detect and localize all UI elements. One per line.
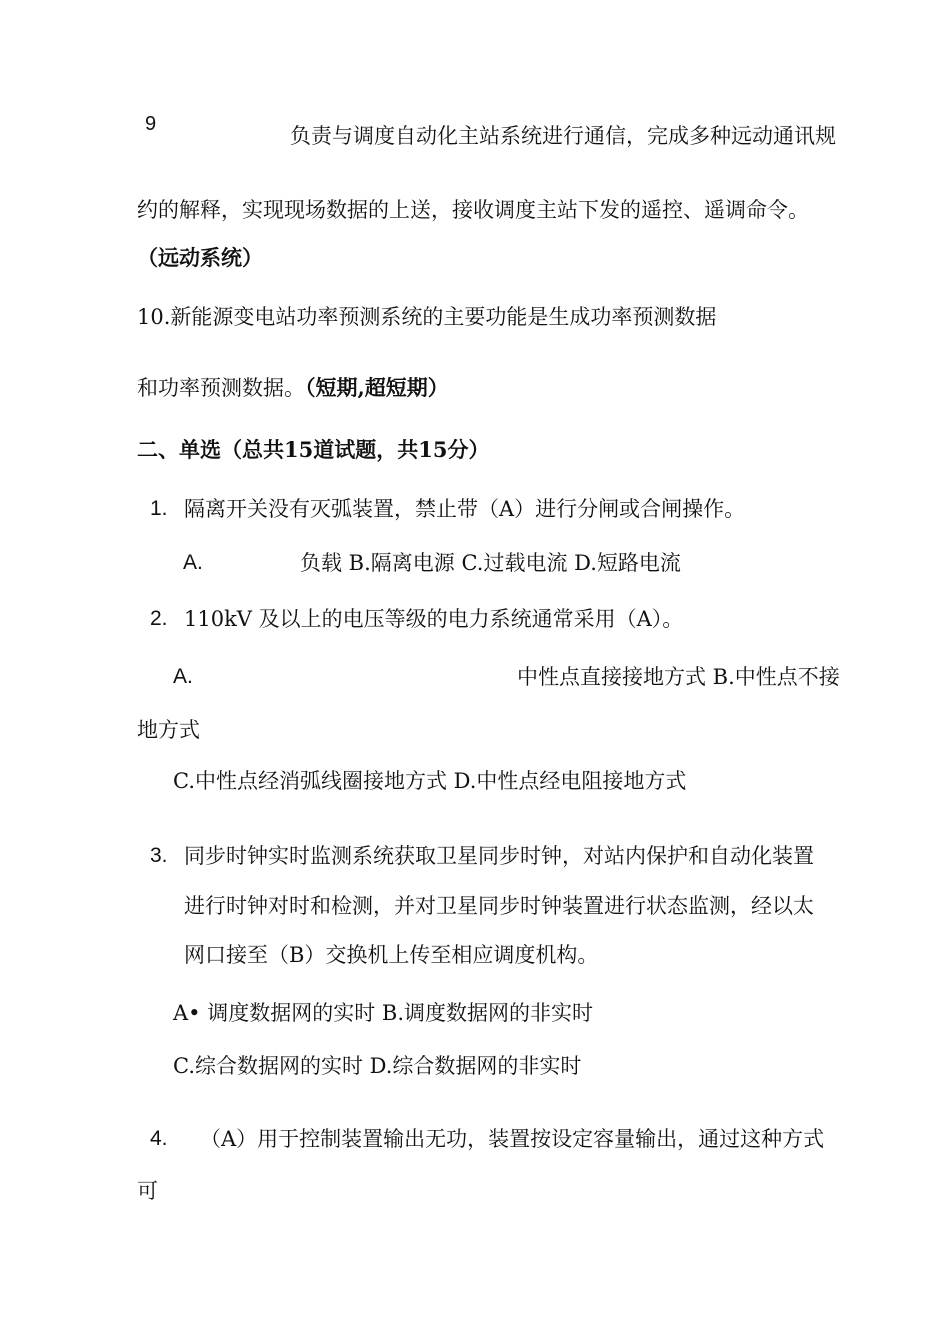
mc1-options: 负载 B.隔离电源 C.过载电流 D.短路电流 [300,551,681,575]
q10-text-line1: 10.新能源变电站功率预测系统的主要功能是生成功率预测数据 [137,305,717,329]
mc3-stem-line2: 进行时钟对时和检测，并对卫星同步时钟装置进行状态监测，经以太 [184,894,814,918]
q9-text-line2: 约的解释，实现现场数据的上送，接收调度主站下发的遥控、遥调命令。 [137,198,809,222]
section-title: 二、单选（总共15道试题，共15分） [137,437,490,462]
q10-answer: （短期,超短期） [305,375,449,400]
q10-text-line2 [137,374,449,402]
mc3-stem-line3: 网口接至（B）交换机上传至相应调度机构。 [184,943,599,967]
mc4-stem-wrap: 可 [137,1179,158,1203]
mc3-stem-line1: 同步时钟实时监测系统获取卫星同步时钟，对站内保护和自动化装置 [184,844,814,868]
q9-number: 9 [145,113,157,135]
mc3-options-line1: A• 调度数据网的实时 B.调度数据网的非实时 [173,1001,594,1025]
mc2-number: 2. [150,607,168,630]
q9-answer: （远动系统） [137,245,263,270]
mc4-number: 4. [150,1127,168,1150]
mc2-option-a-label: A. [173,665,193,688]
mc1-option-a-label: A. [183,551,203,574]
q10-text-prefix: 和功率预测数据。 [137,376,305,400]
mc2-options: 中性点直接接地方式 B.中性点不接 [517,665,840,689]
mc2-stem: 110kV 及以上的电压等级的电力系统通常采用（A）。 [184,607,684,631]
mc1-number: 1. [150,497,168,520]
q9-text-line1: 负责与调度自动化主站系统进行通信，完成多种远动通讯规 [290,124,836,148]
mc1-stem: 隔离开关没有灭弧装置，禁止带（A）进行分闸或合闸操作。 [184,497,746,521]
mc3-options-line2: C.综合数据网的实时 D.综合数据网的非实时 [173,1054,582,1078]
mc4-stem: （A）用于控制装置输出无功，装置按设定容量输出，通过这种方式 [200,1127,825,1151]
mc2-options-line2: C.中性点经消弧线圈接地方式 D.中性点经电阻接地方式 [173,769,687,793]
mc3-number: 3. [150,844,168,867]
mc2-options-wrap: 地方式 [137,718,200,742]
